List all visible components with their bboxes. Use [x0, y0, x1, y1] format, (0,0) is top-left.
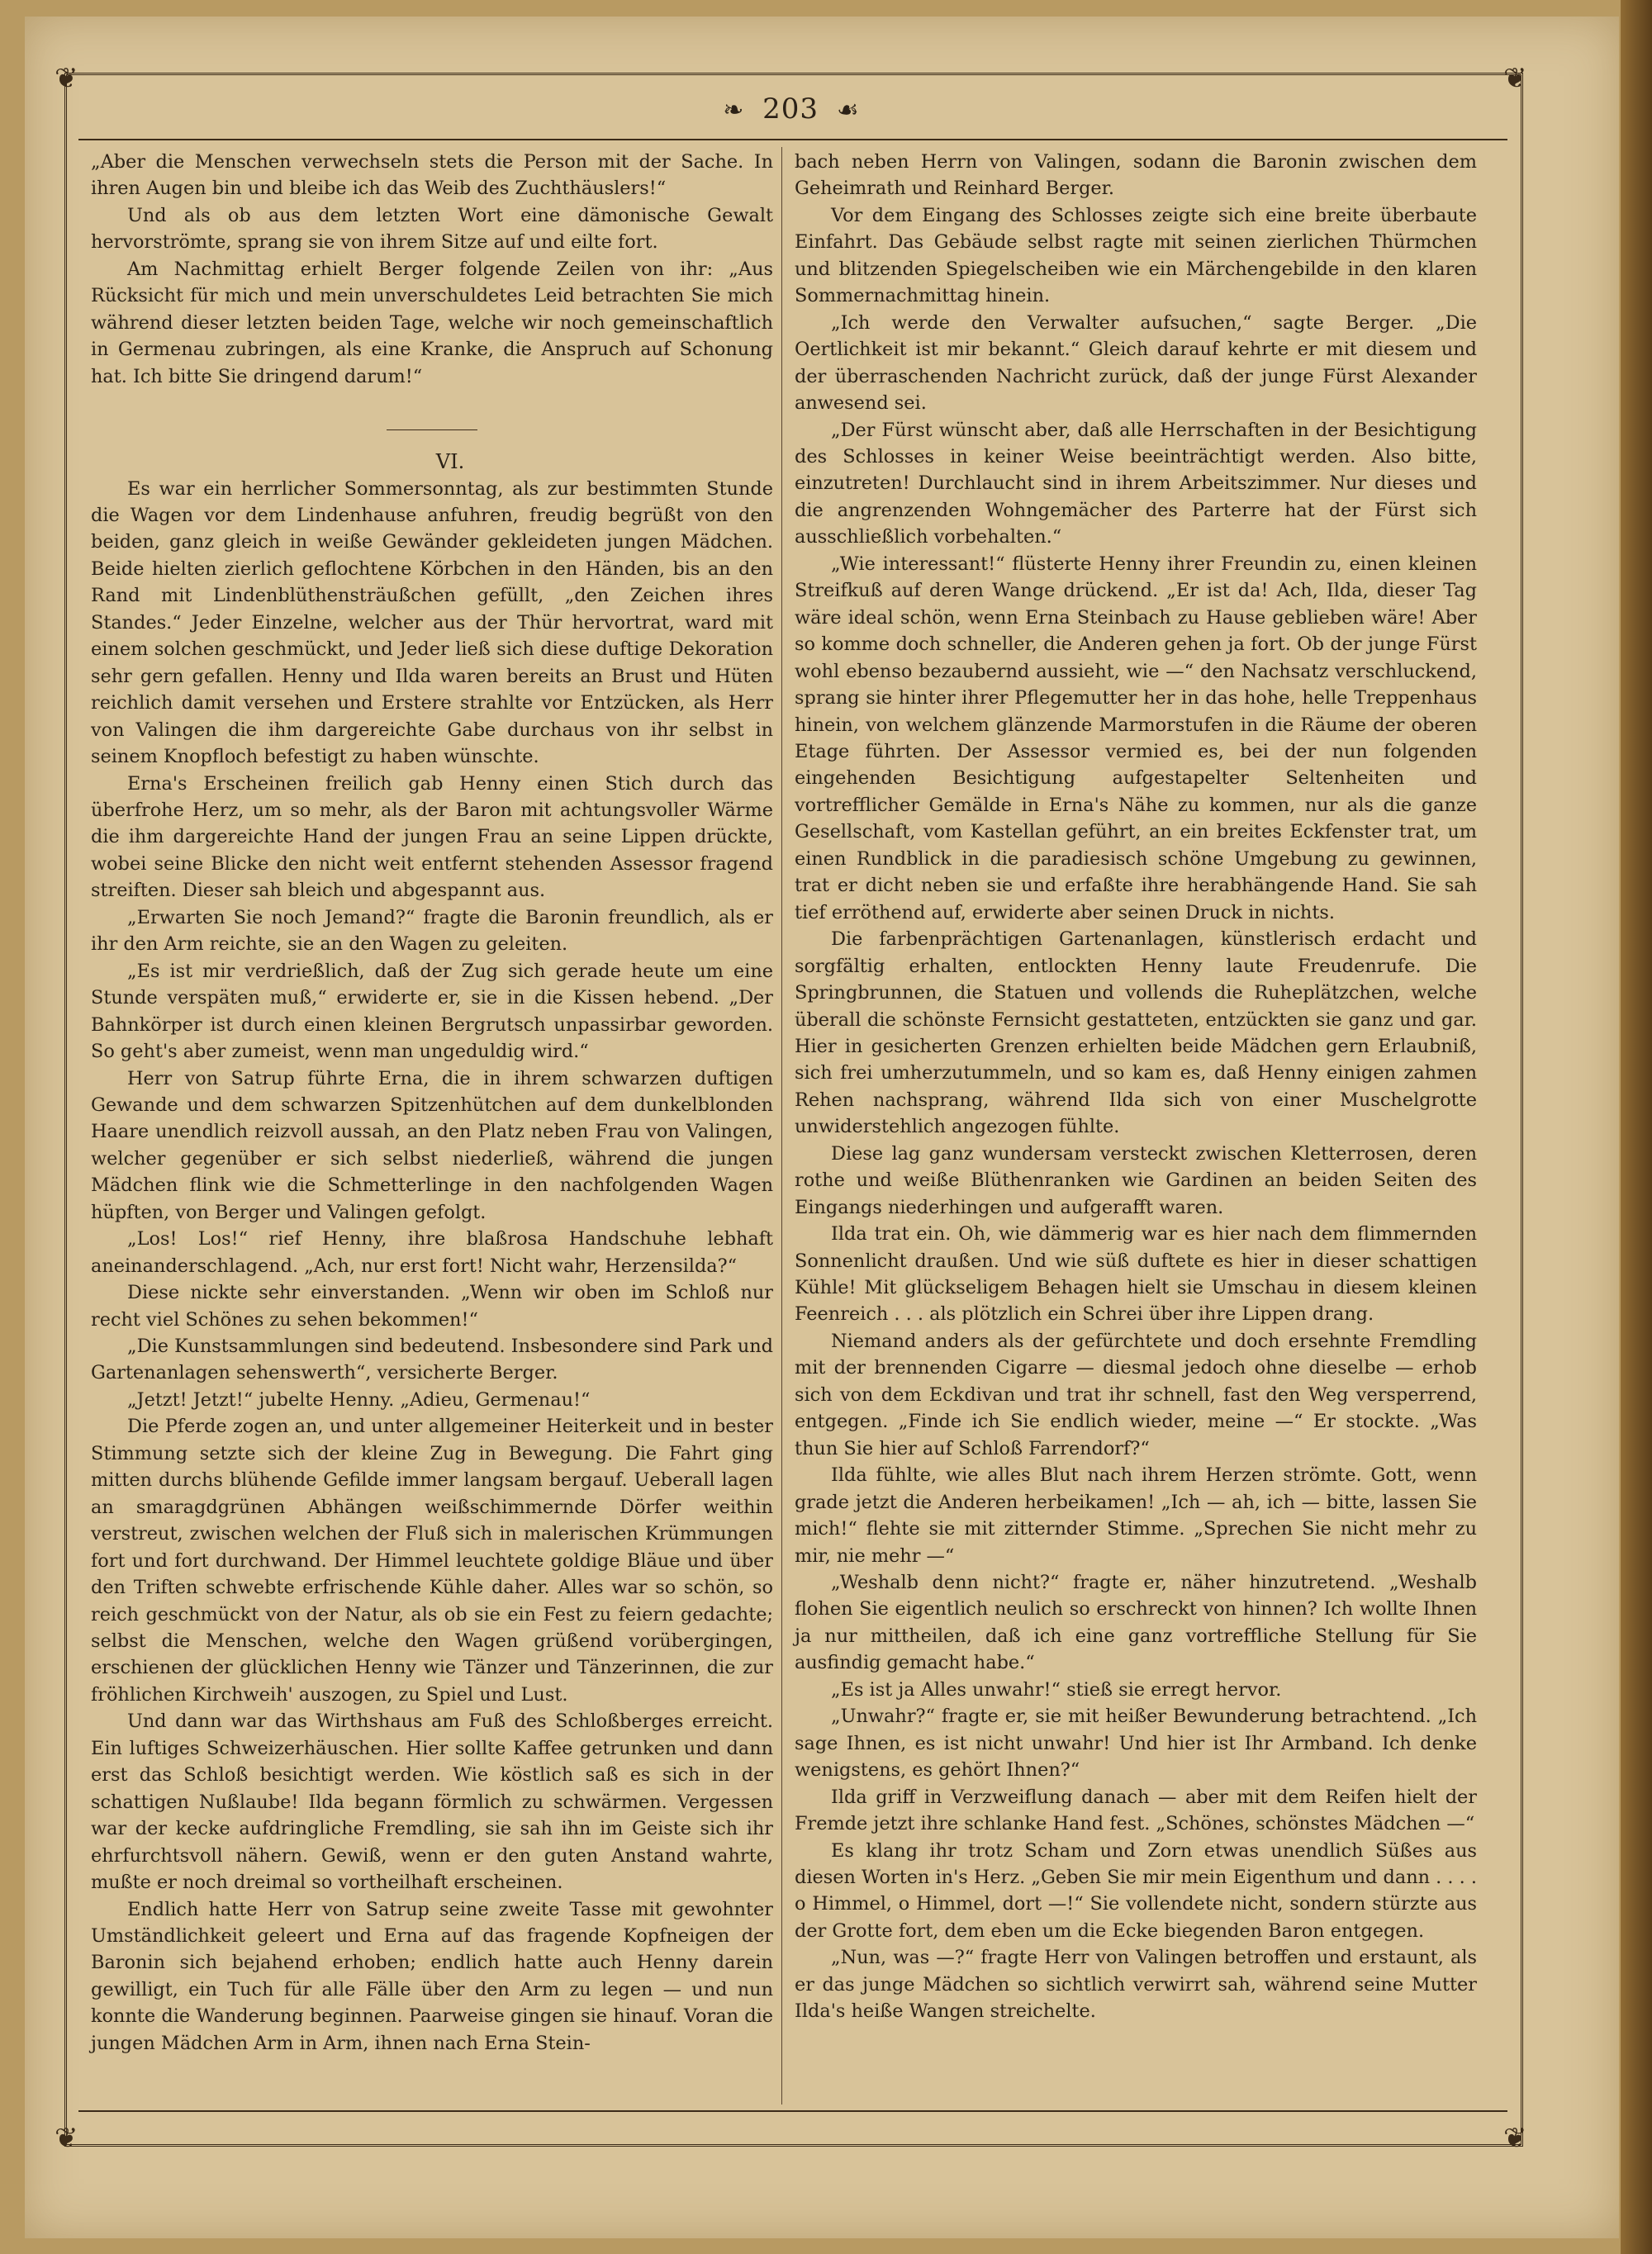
paragraph: Am Nachmittag erhielt Berger folgende Zeilen von ihr: „Aus Rücksicht für mich und mein unverschuldetes Leid betrachten Sie mich während dieser letzten beiden Tage, welche wir noch gemeinschaftlich in Germenau zubringen, als eine Kranke, die Anspruch auf Schonung hat. Ich bitte Sie dringend darum!“ [91, 258, 773, 387]
paragraph: Es klang ihr trotz Scham und Zorn etwas unendlich Süßes aus diesen Worten in's Herz. „Geben Sie mir mein Eigenthum und dann . . . . o Himmel, o Himmel, dort —!“ Sie vollendete nicht, sondern stürzte aus der Grotte fort, dem eben um die Ecke biegenden Baron entgegen. [795, 1839, 1477, 1942]
paragraph: „Aber die Menschen verwechseln stets die Person mit der Sache. In ihren Augen bin und bleibe ich das Weib des Zuchthäuslers!“ [91, 151, 773, 200]
header-rule [78, 139, 1507, 140]
paragraph: bach neben Herrn von Valingen, sodann die Baronin zwischen dem Geheimrath und Reinhard Berger. [795, 151, 1477, 200]
page-header [64, 93, 1518, 126]
left-column [91, 149, 773, 2057]
corner-ornament: ❦ [55, 62, 78, 95]
chapter-heading: VI. [435, 450, 465, 474]
paragraph: Ilda fühlte, wie alles Blut nach ihrem Herzen strömte. Gott, wenn grade jetzt die Anderen herbeikamen! „Ich — ah, ich — bitte, lassen Sie mich!“ flehte sie mit zitternder Stimme. „Sprechen Sie nicht mehr zu mir, nie mehr —“ [795, 1464, 1477, 1567]
paragraph: „Erwarten Sie noch Jemand?“ fragte die Baronin freundlich, als er ihr den Arm reichte, sie an den Wagen zu geleiten. [91, 906, 773, 956]
paragraph: Herr von Satrup führte Erna, die in ihrem schwarzen duftigen Gewande und dem schwarzen Spitzenhütchen auf dem dunkelblonden Haare unendlich reizvoll aussah, an den Platz neben Frau von Valingen, welcher gegenüber er sich selbst niederließ, während die jungen Mädchen flink wie die Schmetterlinge in den nachfolgenden Wagen hüpften, von Berger und Valingen gefolgt. [91, 1067, 773, 1223]
footer-rule [78, 2110, 1507, 2112]
paragraph: Und dann war das Wirthshaus am Fuß des Schloßberges erreicht. Ein luftiges Schweizerhäuschen. Hier sollte Kaffee getrunken und dann erst das Schloß besichtigt werden. Wie köstlich saß es sich in der schattigen Nußlaube! Ilda begann förmlich zu schwärmen. Vergessen war der kecke aufdringliche Fremdling, sie sah ihn im Geiste sich ihr ehrfurchtsvoll nähern. Gewiß, wenn er den guten Anstand wahrte, mußte er noch dreimal so vortheilhaft erscheinen. [91, 1711, 773, 1894]
paragraph: Niemand anders als der gefürchtete und doch ersehnte Fremdling mit der brennenden Cigarre — diesmal jedoch ohne dieselbe — erhob sich von dem Eckdivan und trat ihr schnell, fast den Weg versperrend, entgegen. „Finde ich Sie endlich wieder, meine —“ Er stockte. „Was thun Sie hier auf Schloß Farrendorf?“ [795, 1330, 1477, 1459]
paragraph: „Jetzt! Jetzt!“ jubelte Henny. „Adieu, Germenau!“ [127, 1388, 591, 1411]
paragraph: Ilda griff in Verzweiflung danach — aber mit dem Reifen hielt der Fremde jetzt ihre schlanke Hand fest. „Schönes, schönstes Mädchen —“ [795, 1786, 1477, 1835]
paragraph: Die Pferde zogen an, und unter allgemeiner Heiterkeit und in bester Stimmung setzte sich der kleine Zug in Bewegung. Die Fahrt ging mitten durchs blühende Gefilde immer langsam bergauf. Ueberall lagen an smaragdgrünen Abhängen weißschimmernde Dörfer weithin verstreut, zwischen welchen der Fluß sich in malerischen Krümmungen fort und fort durchwand. Der Himmel leuchtete goldige Bläue und über den Triften schwebte erfrischende Kühle daher. Alles war so schön, so reich geschmückt von der Natur, als ob sie ein Fest zu feiern gedachte; selbst die Menschen, welche den Wagen grüßend vorübergingen, erschienen der glücklichen Henny wie Tänzer und Tänzerinnen, die zur fröhlichen Kirchweih' auszogen, zu Spiel und Lust. [91, 1416, 773, 1706]
section-separator [387, 429, 477, 430]
corner-ornament: ❦ [55, 2122, 78, 2155]
paragraph: Ilda trat ein. Oh, wie dämmerig war es hier nach dem flimmernden Sonnenlicht draußen. Und wie süß duftete es hier in dieser schattigen Kühle! Mit glückseligem Behagen hielt sie Umschau in diesem kleinen Feenreich . . . als plötzlich ein Schrei über ihre Lippen drang. [795, 1223, 1477, 1326]
paragraph: „Unwahr?“ fragte er, sie mit heißer Bewunderung betrachtend. „Ich sage Ihnen, es ist nicht unwahr! Und hier ist Ihr Armband. Ich denke wenigstens, es gehört Ihnen?“ [795, 1706, 1477, 1782]
page-number: 203 [762, 93, 819, 126]
paragraph: Vor dem Eingang des Schlosses zeigte sich eine breite überbaute Einfahrt. Das Gebäude selbst ragte mit seinen zierlichen Thürmchen und blitzenden Spiegelscheiben wie ein Märchengebilde in den klaren Sommernachmittag hinein. [795, 204, 1477, 307]
paragraph: Endlich hatte Herr von Satrup seine zweite Tasse mit gewohnter Umständlichkeit geleert und Erna auf das fragende Kopfneigen der Baronin sich bejahend erhoben; endlich hatte auch Henny darein gewilligt, ein Tuch für alle Fälle über den Arm zu legen — und nun konnte die Wanderung beginnen. Paarweise gingen sie hinauf. Voran die jungen Mädchen Arm in Arm, ihnen nach Erna Stein- [91, 1898, 773, 2054]
paragraph: „Ich werde den Verwalter aufsuchen,“ sagte Berger. „Die Oertlichkeit ist mir bekannt.“ Gleich darauf kehrte er mit diesem und der überraschenden Nachricht zurück, daß der junge Fürst Alexander anwesend sei. [795, 311, 1477, 415]
paragraph: „Weshalb denn nicht?“ fragte er, näher hinzutretend. „Weshalb flohen Sie eigentlich neulich so erschreckt von hinnen? Ich wollte Ihnen ja nur mittheilen, daß ich eine ganz vortreffliche Stellung für Sie ausfindig gemacht habe.“ [795, 1572, 1477, 1674]
column-divider [781, 147, 782, 2105]
paragraph: Erna's Erscheinen freilich gab Henny einen Stich durch das überfrohe Herz, um so mehr, als der Baron mit achtungsvoller Wärme die ihm dargereichte Hand der jungen Frau an seine Lippen drückte, wobei seine Blicke den nicht weit entfernt stehenden Assessor fragend streiften. Dieser sah bleich und abgespannt aus. [91, 772, 773, 902]
paragraph: „Es ist mir verdrießlich, daß der Zug sich gerade heute um eine Stunde verspäten muß,“ erwiderte er, sie in die Kissen hebend. „Der Bahnkörper ist durch einen kleinen Bergrutsch unpassirbar geworden. So geht's aber zumeist, wenn man ungeduldig wird.“ [91, 960, 773, 1063]
paragraph: Die farbenprächtigen Gartenanlagen, künstlerisch erdacht und sorgfältig erhalten, entlockten Henny laute Freudenrufe. Die Springbrunnen, die Statuen und vollends die Ruheplätzchen, welche überall die schönste Fernsicht gestatteten, entzückten sie ganz und gar. Hier in gesicherten Grenzen erhielten beide Mädchen gern Erlaubniß, sich frei umherzutummeln, und so kam es, daß Henny einigen zahmen Rehen nachsprang, während Ilda sich von einer Muschelgrotte unwiderstehlich angezogen fühlte. [795, 928, 1477, 1138]
paragraph: Diese nickte sehr einverstanden. „Wenn wir oben im Schloß nur recht viel Schönes zu sehen bekommen!“ [91, 1282, 773, 1331]
paragraph: „Wie interessant!“ flüsterte Henny ihrer Freundin zu, einen kleinen Streifkuß auf deren Wange drückend. „Er ist da! Ach, Ilda, dieser Tag wäre ideal schön, wenn Erna Steinbach zu Hause geblieben wäre! Aber so komme doch schneller, die Anderen gehen ja fort. Ob der junge Fürst wohl ebenso bezaubernd aussieht, wie —“ den Nachsatz verschluckend, sprang sie hinter ihrer Pflegemutter her in das hohe, helle Treppenhaus hinein, von welchem glänzende Marmorstufen in die Räume der oberen Etage führten. Der Assessor vermied es, bei der nun folgenden eingehenden Besichtigung aufgestapelter Seltenheiten und vortrefflicher Gemälde in Erna's Nähe zu kommen, nur als die ganze Gesellschaft, vom Kastellan geführt, an ein breites Eckfenster trat, um einen Rundblick in die paradiesisch schöne Umgebung zu gewinnen, trat er dicht neben sie und erfaßte ihre herabhängende Hand. Sie sah tief erröthend auf, erwiderte aber seinen Druck in nichts. [795, 553, 1477, 923]
book-edge [1621, 0, 1652, 2254]
paragraph: „Die Kunstsammlungen sind bedeutend. Insbesondere sind Park und Gartenanlagen sehenswerth“, versicherte Berger. [91, 1336, 773, 1384]
corner-ornament: ❦ [1503, 2122, 1527, 2155]
paragraph: „Nun, was —?“ fragte Herr von Valingen betroffen und erstaunt, als er das junge Mädchen so sichtlich verwirrt sah, während seine Mutter Ilda's heiße Wangen streichelte. [795, 1947, 1477, 2023]
corner-ornament: ❦ [1503, 62, 1527, 95]
paragraph: „Es ist ja Alles unwahr!“ stieß sie erregt hervor. [831, 1678, 1282, 1701]
header-ornament-right: ☙ [836, 96, 860, 125]
right-column [795, 149, 1477, 2025]
paragraph: „Los! Los!“ rief Henny, ihre blaßrosa Handschuhe lebhaft aneinanderschlagend. „Ach, nur erst fort! Nicht wahr, Herzensilda?“ [91, 1228, 773, 1277]
paragraph: Und als ob aus dem letzten Wort eine dämonische Gewalt hervorströmte, sprang sie von ihrem Sitze auf und eilte fort. [91, 204, 773, 254]
header-ornament-left: ❧ [723, 96, 745, 125]
paragraph: Es war ein herrlicher Sommersonntag, als zur bestimmten Stunde die Wagen vor dem Lindenhause anfuhren, freudig begrüßt von den beiden, ganz gleich in weiße Gewänder gekleideten jungen Mädchen. Beide hielten zierlich geflochtene Körbchen in den Händen, bis an den Rand mit Lindenblüthensträußchen gefüllt, „den Zeichen ihres Standes.“ Jeder Einzelne, welcher aus der Thür hervortrat, ward mit einem solchen geschmückt, und Jeder ließ sich diese duftige Dekoration sehr gern gefallen. Henny und Ilda waren bereits an Brust und Hüten reichlich damit versehen und Erstere strahlte vor Entzücken, als Herr von Valingen die ihm dargereichte Gabe durchaus von ihr selbst in seinem Knopfloch befestigt zu haben wünschte. [91, 477, 773, 768]
paragraph: „Der Fürst wünscht aber, daß alle Herrschaften in der Besichtigung des Schlosses in keiner Weise beeinträchtigt werden. Also bitte, einzutreten! Durchlaucht sind in ihrem Arbeitszimmer. Nur dieses und die angrenzenden Wohngemächer des Parterre hat der Fürst sich ausschließlich vorbehalten.“ [795, 419, 1477, 548]
paragraph: Diese lag ganz wundersam versteckt zwischen Kletterrosen, deren rothe und weiße Blüthenranken wie Gardinen an beiden Seiten des Eingangs niederhingen und aufgerafft waren. [795, 1142, 1477, 1218]
